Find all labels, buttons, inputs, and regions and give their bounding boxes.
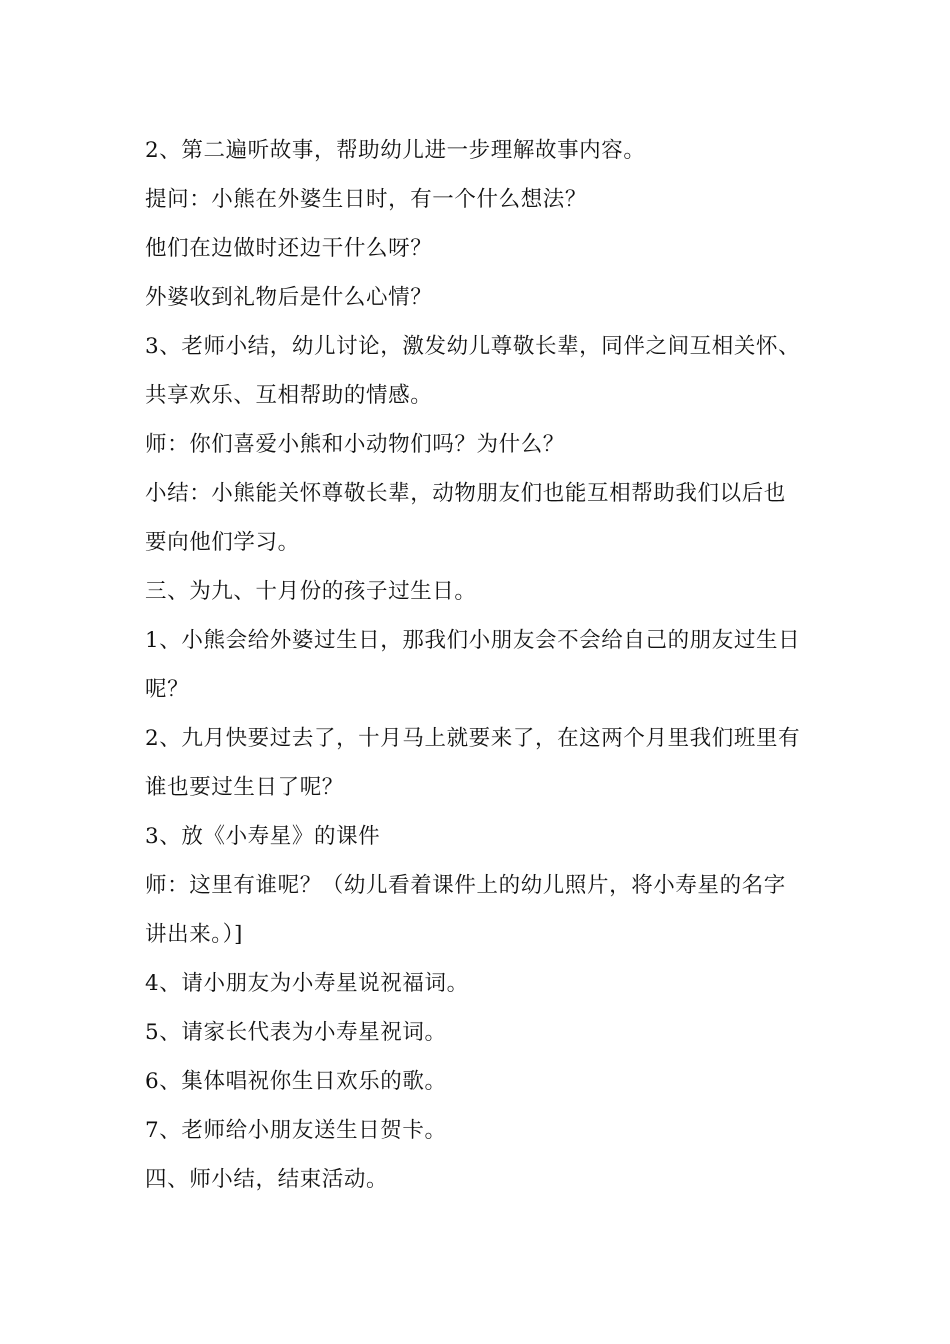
text-line: 谁也要过生日了呢？ <box>145 775 344 800</box>
text-line: 共享欢乐、互相帮助的情感。 <box>145 383 433 408</box>
text-line: 讲出来。）] <box>145 922 243 947</box>
text-line: 5、请家长代表为小寿星祝词。 <box>145 1020 447 1045</box>
text-line: 外婆收到礼物后是什么心情？ <box>145 285 433 310</box>
section-heading: 四、师小结，结束活动。 <box>145 1167 389 1192</box>
document-body <box>145 126 810 1204</box>
text-line: 小结：小熊能关怀尊敬长辈，动物朋友们也能互相帮助我们以后也 <box>145 481 786 506</box>
text-line: 提问：小熊在外婆生日时，有一个什么想法？ <box>145 187 588 212</box>
text-line: 呢？ <box>145 677 190 702</box>
section-heading: 三、为九、十月份的孩子过生日。 <box>145 579 477 604</box>
text-line: 4、请小朋友为小寿星说祝福词。 <box>145 971 469 996</box>
text-line: 2、九月快要过去了，十月马上就要来了，在这两个月里我们班里有 <box>145 726 801 751</box>
text-line: 6、集体唱祝你生日欢乐的歌。 <box>145 1069 447 1094</box>
text-line: 3、老师小结，幼儿讨论，激发幼儿尊敬长辈，同伴之间互相关怀、 <box>145 334 801 359</box>
text-line: 师：你们喜爱小熊和小动物们吗？为什么？ <box>145 432 565 457</box>
text-line: 他们在边做时还边干什么呀？ <box>145 236 433 261</box>
text-line: 1、小熊会给外婆过生日，那我们小朋友会不会给自己的朋友过生日 <box>145 628 801 653</box>
text-line: 7、老师给小朋友送生日贺卡。 <box>145 1118 447 1143</box>
text-line: 要向他们学习。 <box>145 530 300 555</box>
text-line: 3、放《小寿星》的课件 <box>145 824 381 849</box>
text-line: 2、第二遍听故事，帮助幼儿进一步理解故事内容。 <box>145 138 646 163</box>
text-line: 师：这里有谁呢？（幼儿看着课件上的幼儿照片，将小寿星的名字 <box>145 873 786 898</box>
